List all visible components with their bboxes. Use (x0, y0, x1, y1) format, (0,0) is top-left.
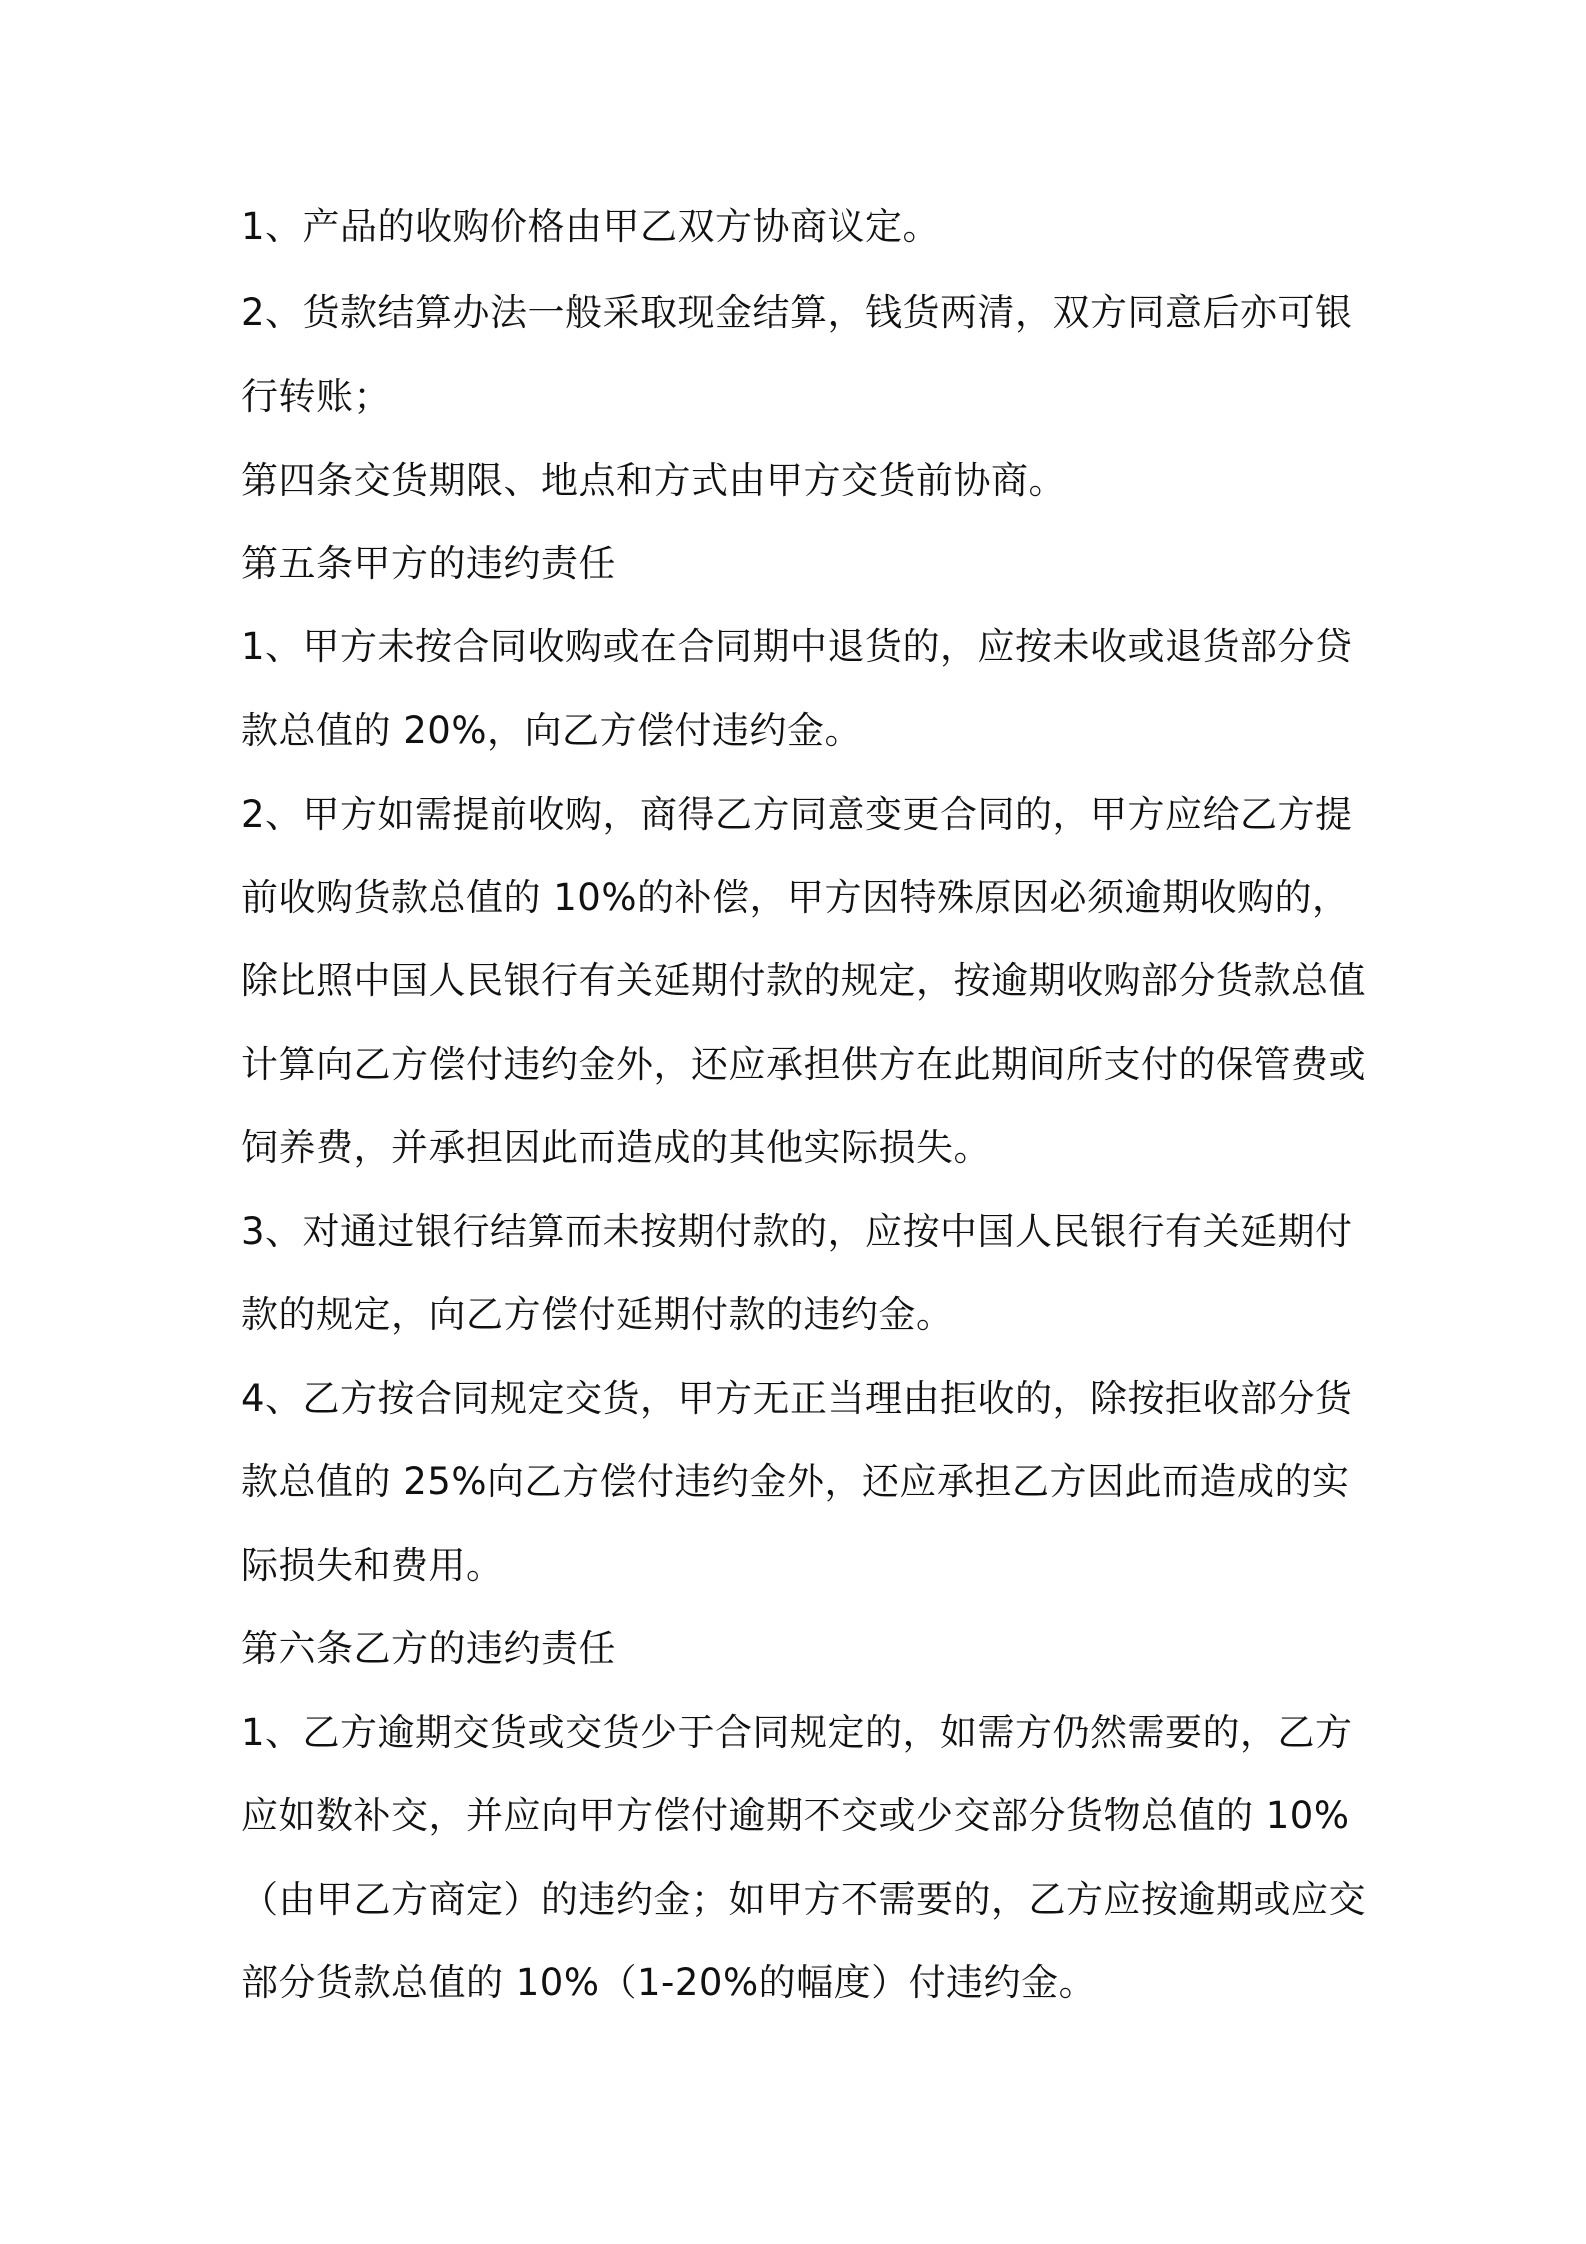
text-line: 2、甲方如需提前收购，商得乙方同意变更合同的，甲方应给乙方提 (241, 793, 1353, 836)
text-line: 前收购货款总值的 10%的补偿，甲方因特殊原因必须逾期收购的， (241, 876, 1350, 919)
text-line: 行转账； (241, 375, 391, 418)
text-line: 款的规定，向乙方偿付延期付款的违约金。 (241, 1293, 954, 1336)
text-line: （由甲乙方商定）的违约金；如甲方不需要的，乙方应按逾期或应交 (241, 1878, 1366, 1921)
text-line: 饲养费，并承担因此而造成的其他实际损失。 (241, 1126, 991, 1169)
text-line: 款总值的 25%向乙方偿付违约金外，还应承担乙方因此而造成的实 (241, 1460, 1350, 1503)
text-line: 1、甲方未按合同收购或在合同期中退货的，应按未收或退货部分贷 (241, 625, 1353, 668)
text-line: 款总值的 20%，向乙方偿付违约金。 (241, 709, 862, 752)
section-heading: 第六条乙方的违约责任 (241, 1627, 616, 1670)
text-line: 应如数补交，并应向甲方偿付逾期不交或少交部分货物总值的 10% (241, 1794, 1350, 1837)
text-line: 除比照中国人民银行有关延期付款的规定，按逾期收购部分货款总值 (241, 959, 1366, 1002)
text-line: 1、乙方逾期交货或交货少于合同规定的，如需方仍然需要的，乙方 (241, 1711, 1353, 1754)
text-line: 4、乙方按合同规定交货，甲方无正当理由拒收的，除按拒收部分货 (241, 1377, 1353, 1420)
text-line: 3、对通过银行结算而未按期付款的，应按中国人民银行有关延期付 (241, 1210, 1353, 1253)
text-line: 第四条交货期限、地点和方式由甲方交货前协商。 (241, 459, 1066, 502)
text-line: 际损失和费用。 (241, 1544, 504, 1587)
text-line: 计算向乙方偿付违约金外，还应承担供方在此期间所支付的保管费或 (241, 1043, 1366, 1086)
text-line: 部分货款总值的 10%（1-20%的幅度）付违约金。 (241, 1961, 1097, 2004)
section-heading: 第五条甲方的违约责任 (241, 542, 616, 585)
text-line: 1、产品的收购价格由甲乙双方协商议定。 (241, 205, 941, 248)
text-line: 2、货款结算办法一般采取现金结算，钱货两清，双方同意后亦可银 (241, 291, 1353, 334)
